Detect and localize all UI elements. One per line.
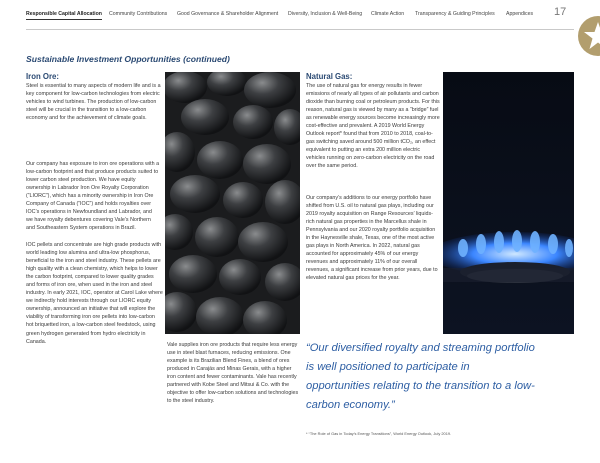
natural-gas-paragraph-1: The use of natural gas for energy results in fewer emissions of nearly all types of air pollutants and carbon dioxide than burning coal or petroleum products. For this reason, natural gas is viewed by many as a “bridge” fuel as renewable energy sources become increasingly more cost-effective and prevalent. A 2019 World Energy Outlook report* found that from 2010 to 2018, coal-to-gas switching saved around 500 million tCO₂, an effect equivalent to putting an extra 200 million electric vehicles running on zero-carbon electricity on the road over the same period. <box>306 83 440 170</box>
iron-ore-paragraph-1: Steel is essential to many aspects of modern life and is a key component for low-carbon technologies from electric vehicles to wind turbines. The production of low-carbon steel will be crucial in the transition to a low-carbon economy and for the achievement of climate goals. <box>26 83 161 122</box>
nav-appendices[interactable]: Appendices <box>506 11 534 17</box>
iron-ore-photo <box>165 72 300 334</box>
nav-responsible-capital-allocation[interactable]: Responsible Capital Allocation <box>26 11 102 17</box>
natural-gas-paragraph-2: Our company’s additions to our energy portfolio have shifted from U.S. oil to natural gas plays, including our 2019 royalty acquisition on Range Resources’ liquids-rich natural gas properties in the Marcellus shale in Pennsylvania and our 2020 royalty portfolio acquisition in the Haynesville shale, Texas, one of the most active gas plays in North America. In 2022, natural gas accounted for approximately 45% of our energy revenues and approximately 11% of our overall revenues, a significant increase from prior years, due to elevated natural gas prices for the year. <box>306 195 438 282</box>
nav-transparency[interactable]: Transparency & Guiding Principles <box>415 11 495 17</box>
nav-good-governance[interactable]: Good Governance & Shareholder Alignment <box>177 11 279 17</box>
natural-gas-heading: Natural Gas: <box>306 72 353 81</box>
pull-quote: “Our diversified royalty and streaming portfolio is well positioned to participate in opportunities relating to the transition to a low-carbon economy.” <box>306 342 535 411</box>
iron-ore-paragraph-4: Vale supplies iron ore products that require less energy use in steel blast furnaces, reducing emissions. One example is its Brazilian Blend Fines, a blend of ores produced in Carajás and Minas Gerais, with a higher iron content and fewer contaminants. Vale has recently partnered with Kobe Steel and Mitsui & Co. with the objective to offer low-carbon solutions and technologies to the steel industry. <box>167 342 299 405</box>
iron-ore-heading: Iron Ore: <box>26 72 59 81</box>
nav-community-contributions[interactable]: Community Contributions <box>109 11 168 17</box>
nav-climate-action[interactable]: Climate Action <box>371 11 405 17</box>
gas-flame-photo <box>443 72 574 334</box>
header-divider <box>26 29 574 30</box>
page-number: 17 <box>554 6 567 18</box>
section-title: Sustainable Investment Opportunities (continued) <box>26 54 230 64</box>
top-navigation <box>0 0 600 28</box>
nav-diversity-inclusion[interactable]: Diversity, Inclusion & Well-Being <box>288 11 363 17</box>
footnote: * “The Role of Gas in Today’s Energy Transitions”, World Energy Outlook, July 2019. <box>306 431 452 436</box>
iron-ore-paragraph-2: Our company has exposure to iron ore operations with a low-carbon footprint and that produce products suited to lower carbon steel production. We have equity ownership in Labrador Iron Ore Royalty Corporation (“LIORC”), which has a minority ownership in Iron Ore Company of Canada (“IOC”) and holds royalties over IOC’s operations in Newfoundland and Labrador, and we have royalty debentures covering Vale’s Northern and Southeastern System operations in Brazil. <box>26 161 160 232</box>
iron-ore-paragraph-3: IOC pellets and concentrate are high grade products with world leading low alumina and ultra-low phosphorus, beneficial to the iron and steel industry. These pellets are high quality with a clean chemistry, which helps to lower the carbon footprint, compared to lower quality grades and forms of iron ore, when used in the iron and steel industry. In early 2021, IOC, operator at Carol Lake where we indirectly hold interests through our LIORC equity ownership, announced an initiative that will explore the viability of transforming iron ore pellets into low-carbon hot briquetted iron, a low-carbon steel feedstock, using green hydrogen generated from hydro electricity in Canada. <box>26 242 163 345</box>
